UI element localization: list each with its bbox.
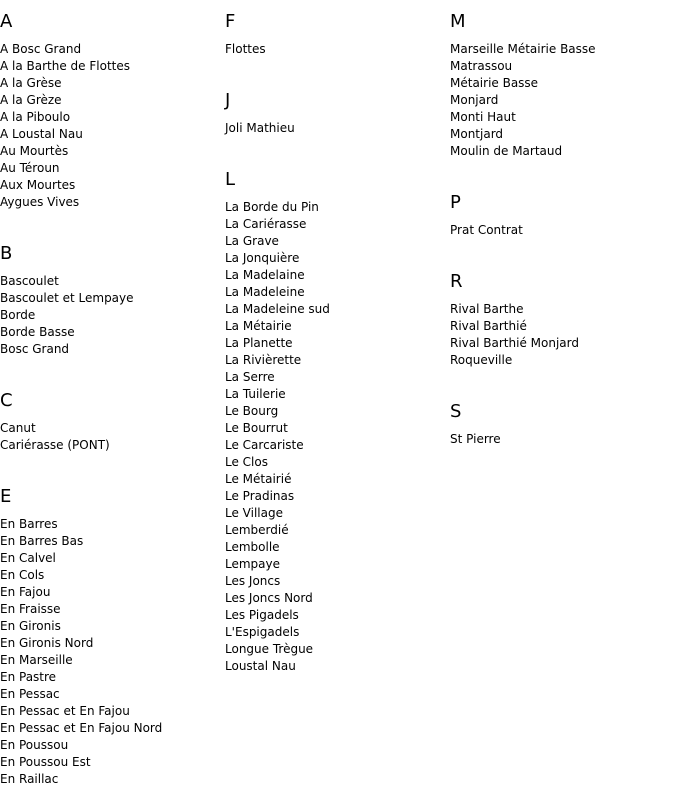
place-name: En Barres Bas — [0, 534, 84, 548]
letter-heading: L — [225, 169, 236, 190]
place-name: Joli Mathieu — [225, 121, 295, 135]
place-name: A la Barthe de Flottes — [0, 59, 130, 73]
place-name: Roqueville — [450, 353, 513, 367]
place-list — [0, 41, 162, 232]
place-name: En Pessac et En Fajou — [0, 704, 130, 718]
place-name: En Poussou — [0, 738, 69, 752]
letter-heading: R — [450, 271, 463, 292]
place-name: Borde — [0, 308, 36, 322]
place-name: La Madeleine sud — [225, 302, 330, 316]
place-list — [0, 516, 162, 809]
place-name: La Borde du Pin — [225, 200, 319, 214]
letter-heading: J — [225, 90, 231, 111]
place-name: Le Carcariste — [225, 438, 304, 452]
place-name: En Fajou — [0, 585, 51, 599]
place-name: Les Pigadels — [225, 608, 299, 622]
letter-group — [450, 260, 596, 390]
place-name: Le Pradinas — [225, 489, 295, 503]
place-name: En Poussou Est — [0, 755, 91, 769]
letter-group — [225, 158, 330, 696]
letter-heading: P — [450, 192, 461, 213]
place-name: En Cols — [0, 568, 45, 582]
place-name: La Madelaine — [225, 268, 305, 282]
place-name: Monjard — [450, 93, 499, 107]
place-name: Lempaye — [225, 557, 281, 571]
place-name: En Pessac — [0, 687, 60, 701]
place-name: La Planette — [225, 336, 293, 350]
place-name: Rival Barthié — [450, 319, 527, 333]
letter-heading: S — [450, 401, 462, 422]
place-name: Moulin de Martaud — [450, 144, 563, 158]
place-name: Rival Barthié Monjard — [450, 336, 579, 350]
place-name: Flottes — [225, 42, 266, 56]
letter-group — [225, 79, 330, 158]
place-name: A Bosc Grand — [0, 42, 82, 56]
place-name: La Rivièrette — [225, 353, 302, 367]
letter-heading: F — [225, 11, 236, 32]
place-name: En Gironis Nord — [0, 636, 94, 650]
place-name: Longue Trègue — [225, 642, 314, 656]
place-name: En Marseille — [0, 653, 73, 667]
place-name: Au Mourtès — [0, 144, 69, 158]
place-name: A la Grèze — [0, 93, 62, 107]
place-name: Le Village — [225, 506, 283, 520]
place-name: La Grave — [225, 234, 279, 248]
place-list — [450, 431, 596, 469]
letter-group — [0, 0, 162, 232]
place-name: L'Espigadels — [225, 625, 300, 639]
place-list — [450, 222, 596, 260]
place-name: Marseille Métairie Basse — [450, 42, 596, 56]
place-name: Canut — [0, 421, 36, 435]
place-name: La Cariérasse — [225, 217, 307, 231]
place-list — [450, 301, 596, 390]
place-name: Lemberdié — [225, 523, 289, 537]
place-name: La Métairie — [225, 319, 292, 333]
place-name: Loustal Nau — [225, 659, 296, 673]
index-column-3 — [450, 0, 596, 469]
letter-group — [225, 0, 330, 79]
place-name: Bosc Grand — [0, 342, 70, 356]
place-name: Aygues Vives — [0, 195, 80, 209]
index-column-1 — [0, 0, 162, 809]
place-name: La Madeleine — [225, 285, 305, 299]
place-list — [0, 273, 162, 379]
letter-group — [450, 390, 596, 469]
place-name: A Loustal Nau — [0, 127, 83, 141]
letter-heading: M — [450, 11, 466, 32]
place-name: Métairie Basse — [450, 76, 539, 90]
place-list — [450, 41, 596, 181]
place-name: Borde Basse — [0, 325, 75, 339]
place-name: La Tuilerie — [225, 387, 286, 401]
place-name: La Jonquière — [225, 251, 300, 265]
place-name: Les Joncs Nord — [225, 591, 313, 605]
place-list — [225, 120, 330, 158]
place-name: Matrassou — [450, 59, 513, 73]
place-name: Monti Haut — [450, 110, 516, 124]
place-name: Lembolle — [225, 540, 280, 554]
place-name: En Calvel — [0, 551, 56, 565]
place-list — [0, 420, 162, 475]
place-name: St Pierre — [450, 432, 501, 446]
place-name: Aux Mourtes — [0, 178, 76, 192]
letter-heading: B — [0, 243, 13, 264]
place-name: A la Piboulo — [0, 110, 71, 124]
place-name: La Serre — [225, 370, 275, 384]
place-name: En Pastre — [0, 670, 57, 684]
place-name: Les Joncs — [225, 574, 281, 588]
place-name: Prat Contrat — [450, 223, 523, 237]
place-name: En Pessac et En Fajou Nord — [0, 721, 163, 735]
place-name: Le Métairié — [225, 472, 292, 486]
place-name: A la Grèse — [0, 76, 62, 90]
letter-heading: A — [0, 11, 13, 32]
letter-group — [0, 232, 162, 379]
place-name: Montjard — [450, 127, 504, 141]
letter-heading: E — [0, 486, 12, 507]
place-list — [225, 41, 330, 79]
place-name: Bascoulet — [0, 274, 59, 288]
place-name: Le Bourg — [225, 404, 279, 418]
place-name: En Gironis — [0, 619, 61, 633]
letter-group — [450, 181, 596, 260]
index-column-2 — [225, 0, 330, 696]
letter-group — [450, 0, 596, 181]
letter-group — [0, 475, 162, 809]
place-name: En Fraisse — [0, 602, 61, 616]
letter-group — [0, 379, 162, 475]
place-name: Rival Barthe — [450, 302, 524, 316]
place-name: En Barres — [0, 517, 58, 531]
place-name: Au Téroun — [0, 161, 60, 175]
letter-heading: C — [0, 390, 13, 411]
place-name: En Raillac — [0, 772, 59, 786]
place-list — [225, 199, 330, 696]
place-name: Bascoulet et Lempaye — [0, 291, 134, 305]
place-name: Cariérasse (PONT) — [0, 438, 110, 452]
place-name: Le Bourrut — [225, 421, 288, 435]
place-name: Le Clos — [225, 455, 268, 469]
